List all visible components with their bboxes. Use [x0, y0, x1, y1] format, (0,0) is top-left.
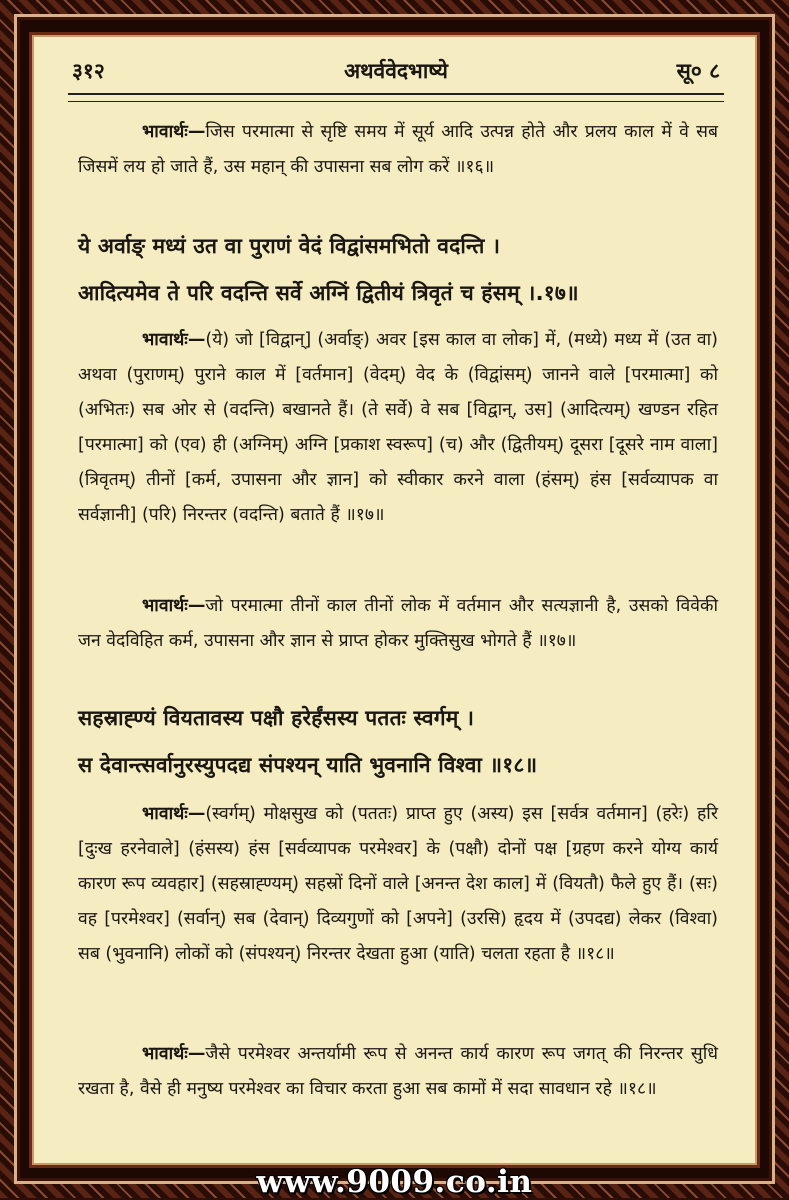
bhavarth-label: भावार्थः—	[142, 596, 206, 616]
page-header	[70, 57, 722, 87]
bhavarth-text: जैसे परमेश्वर अन्तर्यामी रूप से अनन्त कार्य कारण रूप जगत् की निरन्तर सुधि रखता है, वैसे ही मनुष्य परमेश्वर का विचार करता हुआ सब कामों में सदा सावधान रहे ॥१८॥	[78, 1044, 718, 1099]
bhashya-label: भावार्थः—	[142, 804, 206, 824]
verse-line: आदित्यमेव ते परि वदन्ति सर्वे अग्निं द्वितीयं त्रिवृतं च हंसम् ।.१७॥	[78, 281, 579, 305]
page-number: ३१२	[72, 59, 105, 83]
verse-line: सहस्राह्ण्यं वियतावस्य पक्षौ हरेर्हंसस्य पततः स्वर्गम् ।	[78, 706, 475, 730]
header-rule	[68, 93, 724, 102]
verse-line: ये अर्वाङ् मध्यं उत वा पुराणं वेदं विद्वांसमभितो वदन्ति ।	[78, 234, 501, 258]
bhashya-17	[78, 323, 718, 533]
bhavarth-text: जो परमात्मा तीनों काल तीनों लोक में वर्तमान और सत्यज्ञानी है, उसको विवेकी जन वेदविहित कर्म, उपासना और ज्ञान से प्राप्त होकर मुक्तिसुख भोगते हैं ॥१७॥	[78, 596, 718, 651]
verse-17	[78, 223, 718, 317]
verse-line: स देवान्त्सर्वानुरस्युपदद्य संपश्यन् याति भुवनानि विश्वा ॥१८॥	[78, 753, 538, 777]
bhashya-18	[78, 797, 718, 972]
bhashya-text: (स्वर्गम्) मोक्षसुख को (पततः) प्राप्त हुए (अस्य) इस [सर्वत्र वर्तमान] (हरेः) हरि [दुःख हरनेवाले] (हंसस्य) हंस [सर्वव्यापक परमेश्वर] के (पक्षौ) दोनों पक्ष [ग्रहण करने योग्य कार्य कारण रूप व्यवहार] (सहस्राह्ण्यम्) सहस्रों दिनों वाले [अनन्त देश काल] में (वियतौ) फैले हुए हैं। (सः) वह [परमेश्वर] (सर्वान्) सब (देवान्) दिव्यगुणों को [अपने] (उरसि) हृदय में (उपदद्य) लेकर (विश्वा) सब (भुवनानि) लोकों को (संपश्यन्) निरन्तर देखता हुआ (याति) चलता रहता है ॥१८॥	[78, 804, 718, 964]
section-number: सू० ८	[676, 59, 720, 83]
bhavarth-label: भावार्थः—	[142, 122, 206, 142]
website-watermark: www.9009.co.in	[256, 1164, 533, 1200]
bhavarth-17	[78, 589, 718, 659]
book-title: अथर्ववेदभाष्ये	[344, 59, 448, 83]
verse-18	[78, 695, 718, 789]
bhavarth-16	[78, 115, 718, 185]
bhashya-text: (ये) जो [विद्वान्] (अर्वाङ्) अवर [इस काल वा लोक] में, (मध्ये) मध्य में (उत वा) अथवा (पुराणम्) पुराने काल में [वर्तमान] (वेदम्) वेद के (विद्वांसम्) जानने वाले [परमात्मा] को (अभितः) सब ओर से (वदन्ति) बखानते हैं। (ते सर्वे) वे सब [विद्वान्, उस] (आदित्यम्) खण्डन रहित [परमात्मा] को (एव) ही (अग्निम्) अग्नि [प्रकाश स्वरूप] (च) और (द्वितीयम्) दूसरा [दूसरे नाम वाला] (त्रिवृतम्) तीनों [कर्म, उपासना और ज्ञान] को स्वीकार करने वाला (हंसम्) हंस [सर्वव्यापक वा सर्वज्ञानी] (परि) निरन्तर (वदन्ति) बताते हैं ॥१७॥	[78, 330, 718, 525]
bhavarth-text: जिस परमात्मा से सृष्टि समय में सूर्य आदि उत्पन्न होते और प्रलय काल में वे सब जिसमें लय हो जाते हैं, उस महान् की उपासना सब लोग करें ॥१६॥	[78, 122, 718, 177]
bhashya-label: भावार्थः—	[142, 330, 206, 350]
bhavarth-18	[78, 1037, 718, 1107]
book-page	[34, 37, 755, 1163]
bhavarth-label: भावार्थः—	[142, 1044, 206, 1064]
